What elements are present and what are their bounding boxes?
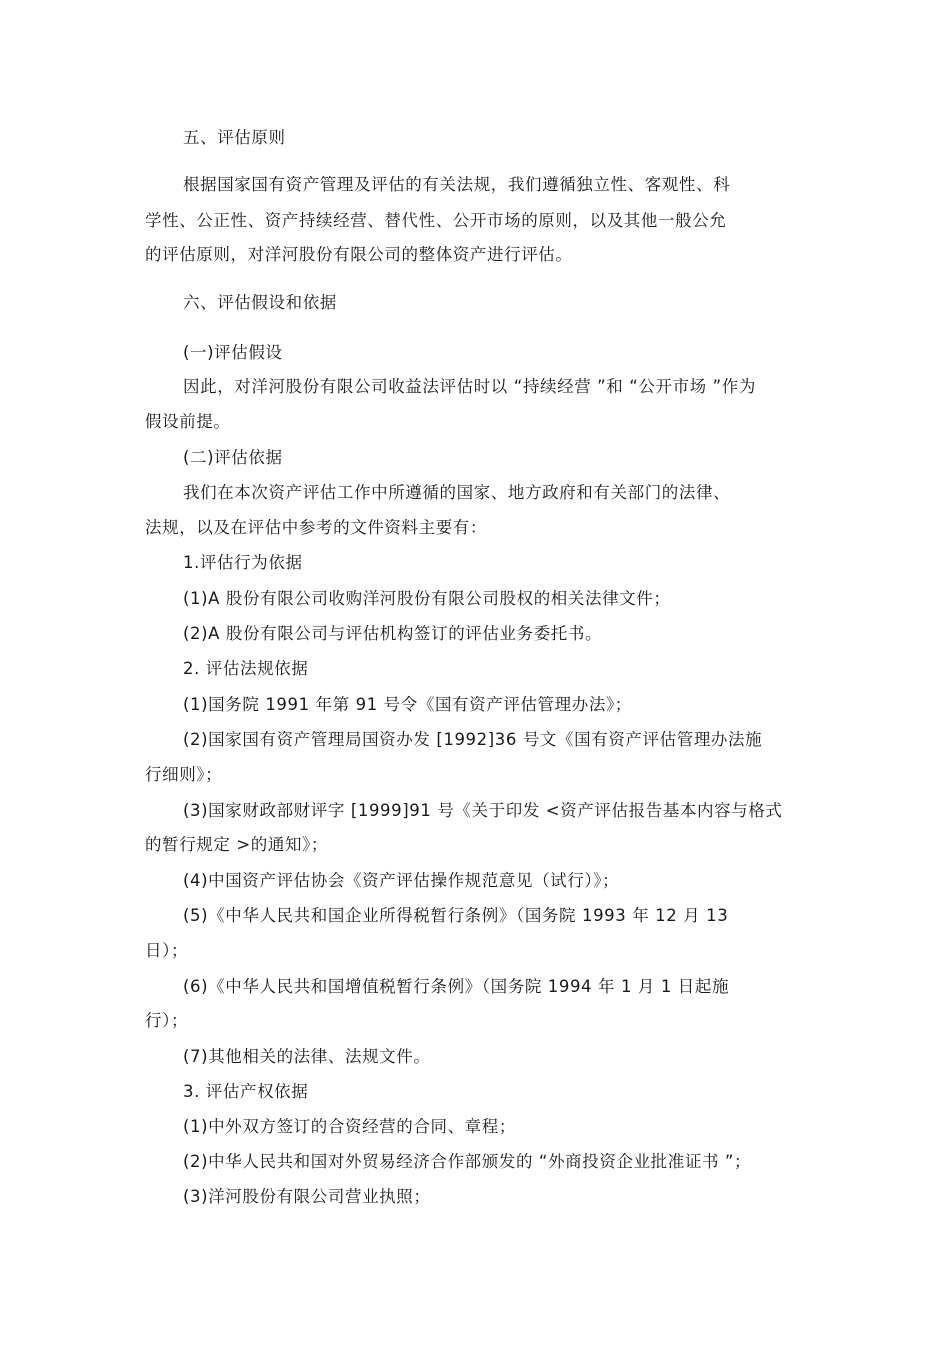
paragraph-line: 因此，对洋河股份有限公司收益法评估时以 “持续经营 ”和 “公开市场 ”作为: [183, 377, 756, 396]
list-item: (5)《中华人民共和国企业所得税暂行条例》（国务院 1993 年 12 月 13: [183, 906, 729, 925]
subsection-heading: (二)评估依据: [183, 448, 283, 467]
list-item-continuation: 日）；: [145, 941, 189, 960]
list-item: (1)A 股份有限公司收购洋河股份有限公司股权的相关法律文件；: [183, 589, 671, 608]
paragraph-line: 学性、公正性、资产持续经营、替代性、公开市场的原则，以及其他一般公允: [145, 211, 727, 230]
list-item: (2)国家国有资产管理局国资办发 [1992]36 号文《国有资产评估管理办法施: [183, 730, 763, 749]
paragraph-line: 我们在本次资产评估工作中所遵循的国家、地方政府和有关部门的法律、: [183, 483, 731, 502]
paragraph-line: 假设前提。: [145, 412, 231, 431]
list-heading: 1.评估行为依据: [183, 553, 303, 572]
list-item: (2)A 股份有限公司与评估机构签订的评估业务委托书。: [183, 624, 603, 643]
list-item-continuation: 行细则》；: [145, 765, 223, 784]
list-item: (2)中华人民共和国对外贸易经济合作部颁发的 “外商投资企业批准证书 ”；: [183, 1152, 752, 1171]
list-item: (4)中国资产评估协会《资产评估操作规范意见（试行）》；: [183, 871, 620, 890]
paragraph-line: 法规，以及在评估中参考的文件资料主要有：: [145, 518, 487, 537]
list-item: (1)国务院 1991 年第 91 号令《国有资产评估管理办法》；: [183, 695, 632, 714]
list-item: (3)国家财政部财评字 [1999]91 号《关于印发 <资产评估报告基本内容与格式: [183, 801, 783, 820]
paragraph-line: 的评估原则，对洋河股份有限公司的整体资产进行评估。: [145, 245, 573, 264]
list-item: (7)其他相关的法律、法规文件。: [183, 1047, 431, 1066]
list-item: (3)洋河股份有限公司营业执照；: [183, 1187, 431, 1206]
section-heading-assumptions: 六、评估假设和依据: [183, 293, 337, 312]
list-heading: 2. 评估法规依据: [183, 659, 309, 678]
list-item-continuation: 行）；: [145, 1011, 189, 1030]
paragraph-line: 根据国家国有资产管理及评估的有关法规，我们遵循独立性、客观性、科: [183, 175, 731, 194]
list-item-continuation: 的暂行规定 >的通知》；: [145, 835, 329, 854]
section-heading-principles: 五、评估原则: [183, 128, 286, 147]
list-item: (1)中外双方签订的合资经营的合同、章程；: [183, 1117, 516, 1136]
list-heading: 3. 评估产权依据: [183, 1082, 309, 1101]
list-item: (6)《中华人民共和国增值税暂行条例》（国务院 1994 年 1 月 1 日起施: [183, 977, 730, 996]
subsection-heading: (一)评估假设: [183, 343, 283, 362]
